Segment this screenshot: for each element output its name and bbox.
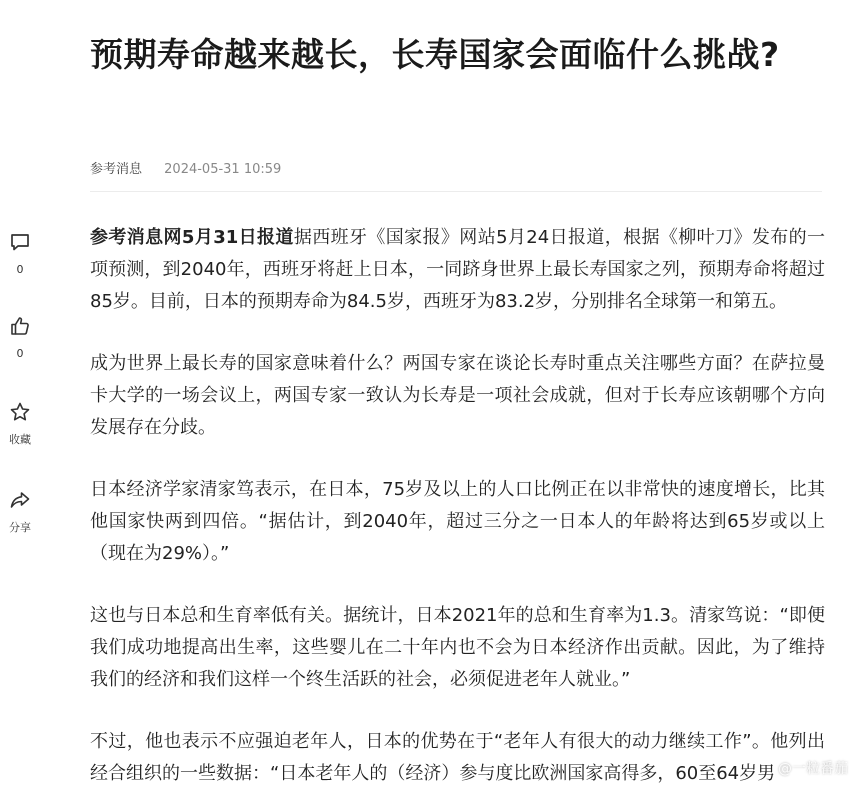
paragraph-text: 这也与日本总和生育率低有关。据统计，日本2021年的总和生育率为1.3。清家笃说：“即便我们成功地提高出生率，这些婴儿在二十年内也不会为日本经济作出贡献。因此，为了维持我们的经济和我们这样一个终生活跃的社会，必须促进老年人就业。”	[90, 605, 825, 690]
meta-divider	[90, 191, 822, 192]
share-icon	[8, 488, 32, 512]
paragraph-text: 不过，他也表示不应强迫老年人，日本的优势在于“老年人有很大的动力继续工作”。他列出经合组织的一些数据：“日本老年人的（经济）参与度比欧洲国家高得多，60至64岁男	[90, 731, 825, 784]
article-source[interactable]: 参考消息	[90, 162, 143, 177]
comment-count: 0	[16, 263, 24, 276]
thumbs-up-icon	[8, 314, 32, 338]
comment-button[interactable]	[0, 230, 40, 276]
article-body	[90, 222, 825, 800]
watermark: @一粒番茄	[778, 761, 848, 777]
like-button[interactable]	[0, 314, 40, 360]
share-button[interactable]	[0, 488, 40, 534]
share-label: 分享	[9, 521, 31, 534]
star-icon	[8, 400, 32, 424]
favorite-button[interactable]	[0, 400, 40, 446]
article-meta	[90, 158, 281, 177]
comment-icon	[8, 230, 32, 254]
article-title: 预期寿命越来越长，长寿国家会面临什么挑战?	[90, 35, 780, 74]
paragraph-text: 日本经济学家清家笃表示，在日本，75岁及以上的人口比例正在以非常快的速度增长，比其他国家快两到四倍。“据估计，到2040年，超过三分之一日本人的年龄将达到65岁或以上（现在为29%）。”	[90, 479, 825, 564]
like-count: 0	[16, 347, 24, 360]
paragraph-3	[90, 474, 825, 570]
article-timestamp: 2024-05-31 10:59	[164, 162, 282, 177]
paragraph-text: 成为世界上最长寿的国家意味着什么？两国专家在谈论长寿时重点关注哪些方面？在萨拉曼卡大学的一场会议上，两国专家一致认为长寿是一项社会成就，但对于长寿应该朝哪个方向发展存在分歧。	[90, 353, 825, 438]
paragraph-2	[90, 348, 825, 444]
paragraph-text: 据西班牙《国家报》网站5月24日报道，根据《柳叶刀》发布的一项预测，到2040年，西班牙将赶上日本，一同跻身世界上最长寿国家之列，预期寿命将超过85岁。目前，日本的预期寿命为84.5岁，西班牙为83.2岁，分别排名全球第一和第五。	[90, 227, 825, 312]
favorite-label: 收藏	[9, 433, 31, 446]
paragraph-5	[90, 726, 825, 790]
paragraph-1	[90, 222, 825, 318]
paragraph-lead: 参考消息网5月31日报道	[90, 227, 294, 248]
paragraph-4	[90, 600, 825, 696]
